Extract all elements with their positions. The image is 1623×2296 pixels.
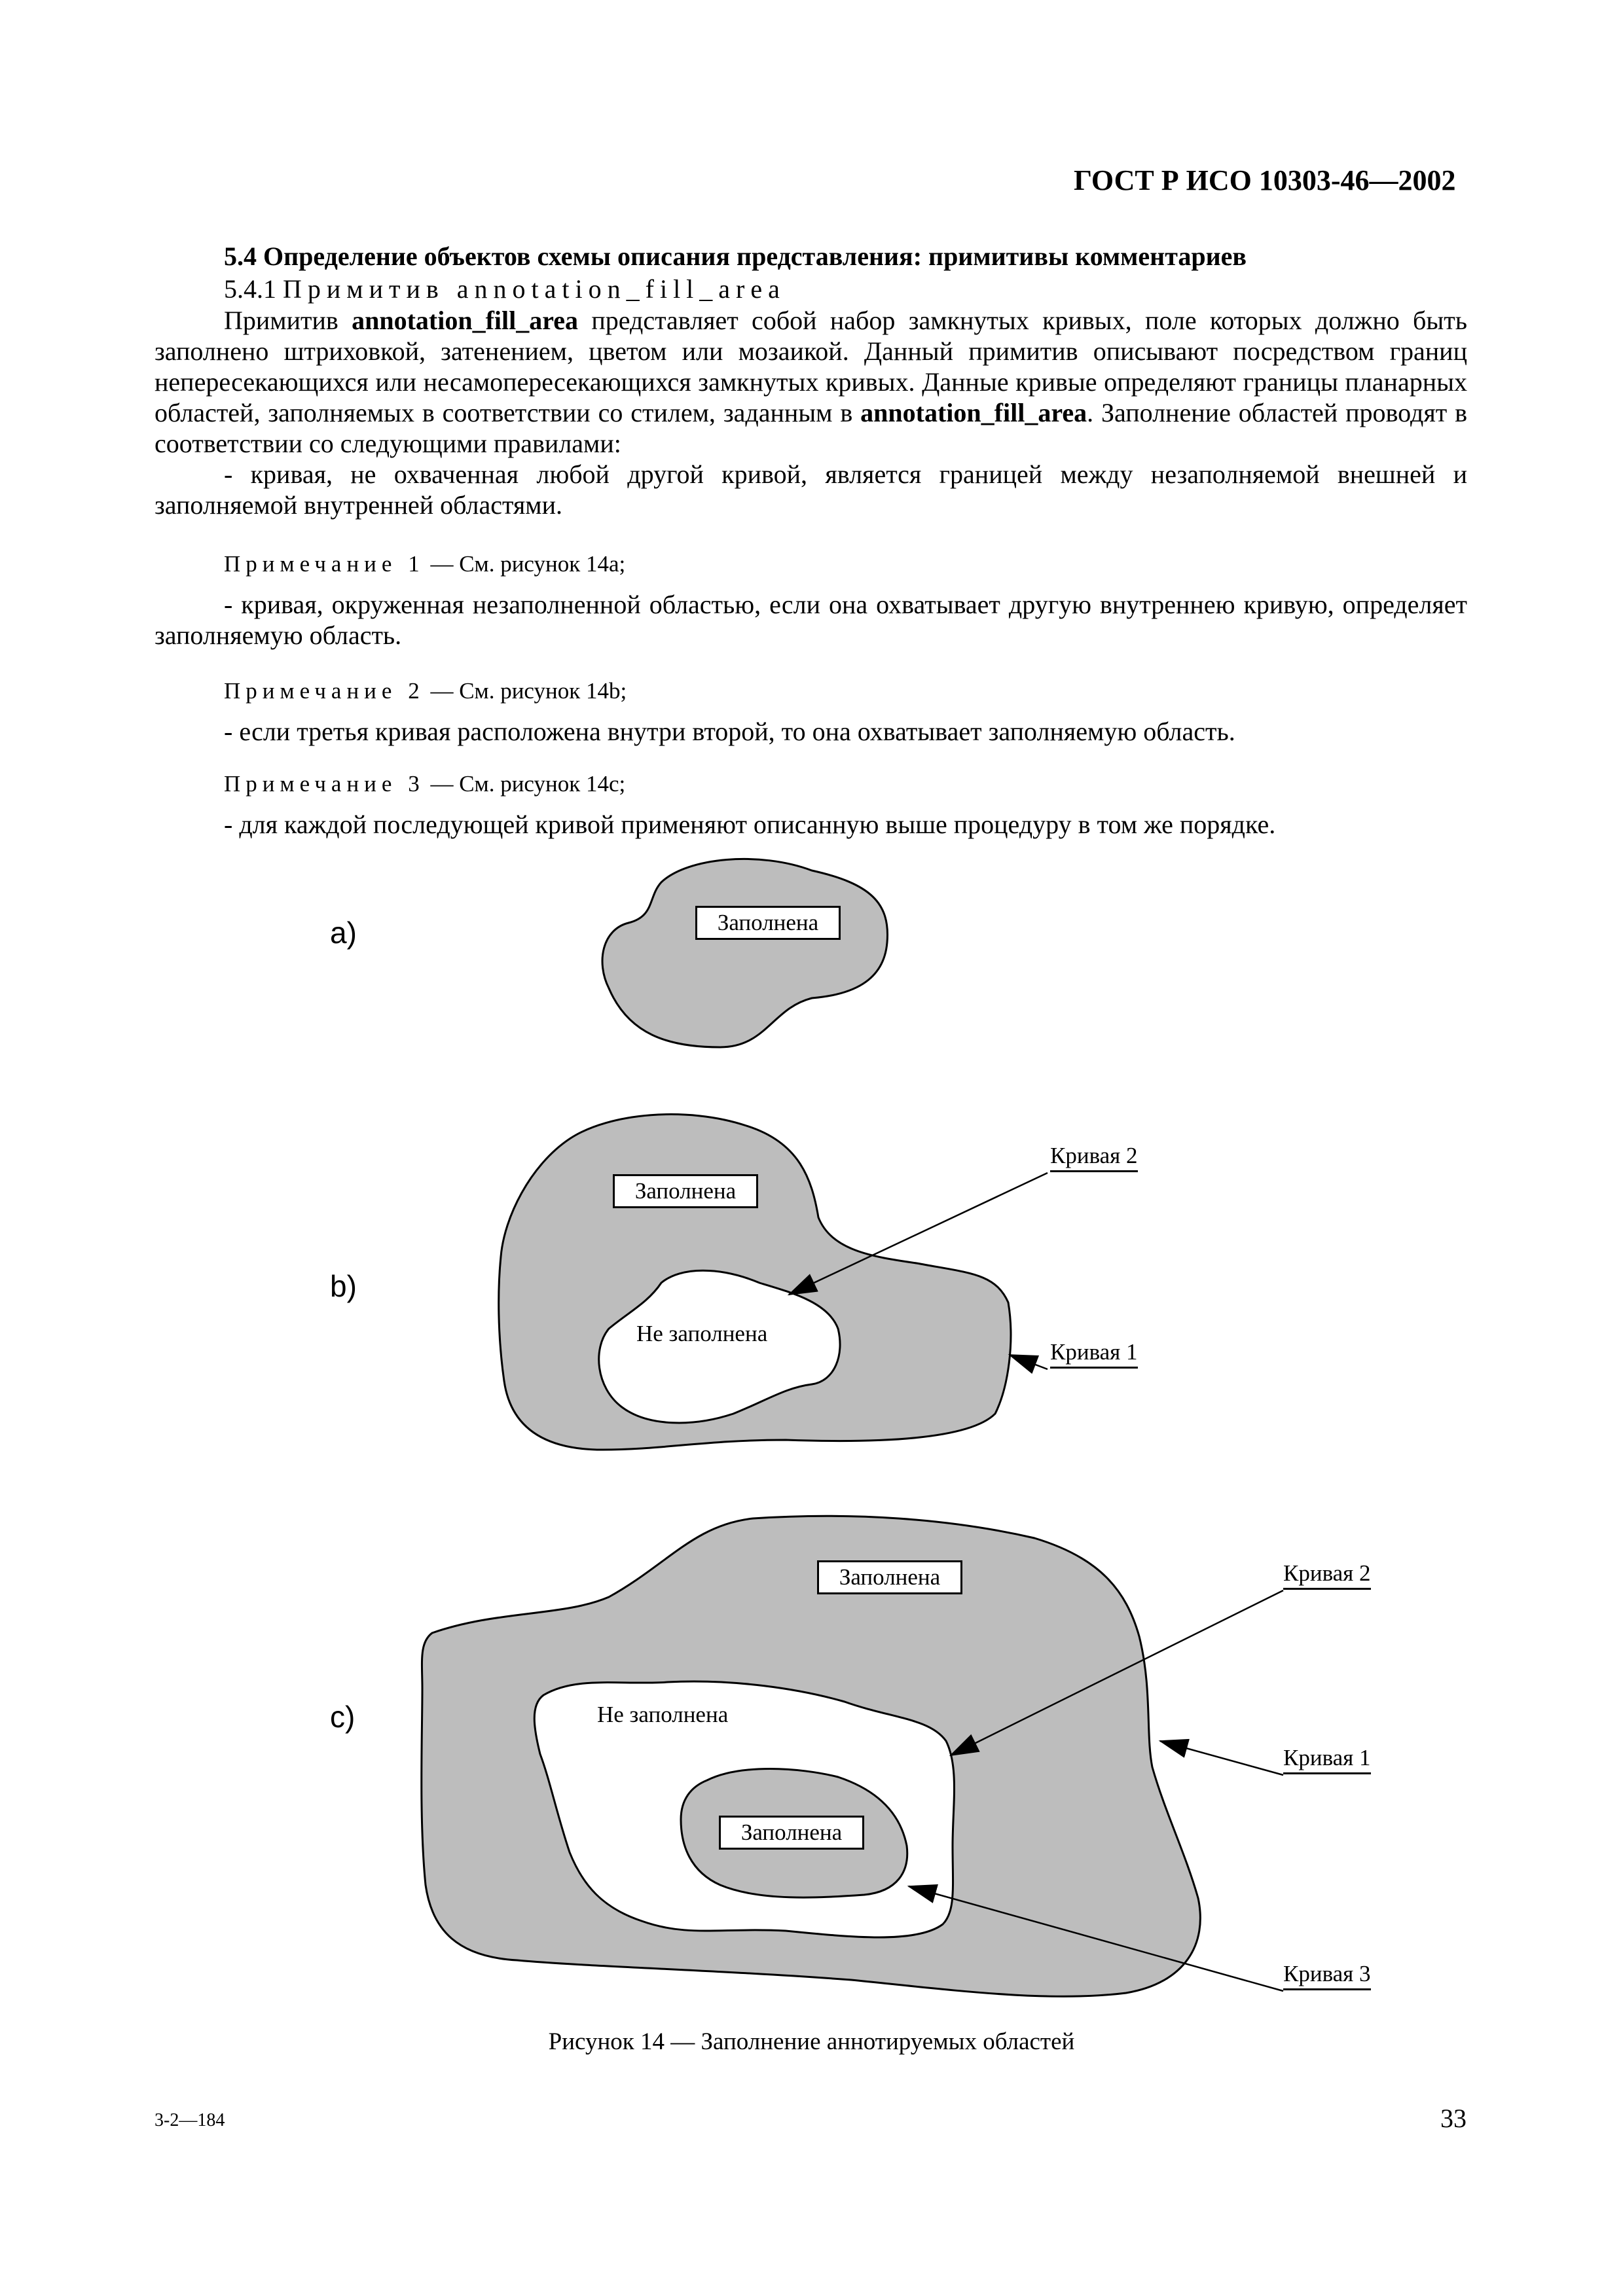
figure-b-filled-tag: Заполнена <box>613 1174 758 1208</box>
note-label: Примечание 3 <box>224 771 425 797</box>
text-run: Примитив <box>224 306 352 335</box>
paragraph-rule-2: - кривая, окруженная незаполненной областью, если она охватывает другую внутреннею кривую, определяет заполняемую область. <box>155 590 1467 650</box>
figure-a-label: a) <box>330 916 357 950</box>
figure-c-curve-2-callout: Кривая 2 <box>1283 1560 1371 1590</box>
figure-c-unfilled-label: Не заполнена <box>597 1702 729 1727</box>
text-run: . Заполнение областей проводят в соответствии со следующими правилами: <box>155 398 1467 458</box>
page-number: 33 <box>1440 2104 1467 2133</box>
figure-c-curve-3-callout: Кривая 3 <box>1283 1961 1371 1990</box>
footer-code: 3-2—184 <box>155 2110 225 2130</box>
figure-caption: Рисунок 14 — Заполнение аннотируемых областей <box>548 2028 1075 2055</box>
figure-b-curve-2-callout: Кривая 2 <box>1050 1143 1138 1172</box>
paragraph-rule-3: - если третья кривая расположена внутри второй, то она охватывает заполняемую область. <box>224 717 1235 746</box>
section-heading: 5.4 Определение объектов схемы описания представления: примитивы комментариев <box>224 242 1247 271</box>
figure-c-inner-filled-tag: Заполнена <box>719 1816 864 1850</box>
figure-c-label: c) <box>330 1700 356 1734</box>
figure-c-outer-filled-tag: Заполнена <box>817 1560 962 1594</box>
figure-c-curve1-leader <box>1160 1741 1283 1775</box>
subsection-number: 5.4.1 <box>224 274 276 304</box>
figure-b-curve-1-callout: Кривая 1 <box>1050 1339 1138 1369</box>
figure-c-curve-1-callout: Кривая 1 <box>1283 1745 1371 1774</box>
note-text: — См. рисунок 14с; <box>424 771 626 797</box>
subsection-title: Примитив annotation_fill_area <box>283 274 786 304</box>
term-annotation-fill-area: annotation_fill_area <box>860 398 1087 427</box>
figure-b-unfilled-label: Не заполнена <box>636 1321 768 1346</box>
paragraph-rule-4: - для каждой последующей кривой применяют описанную выше процедуру в том же порядке. <box>224 810 1276 839</box>
note-text: — См. рисунок 14b; <box>424 678 627 704</box>
figure-b-label: b) <box>330 1269 357 1303</box>
figure-a-filled-tag: Заполнена <box>695 906 841 940</box>
note-label: Примечание 2 <box>224 678 425 704</box>
figure-a-filled-region <box>602 859 888 1047</box>
text-run: представляет собой набор замкнутых кривых, поле которых должно быть заполнено штриховкой, затенением, цветом или мозаикой. Данный примитив описывают посредством границ непересекающихся или несамопересекающихся замкнутых кривых. Данные кривые определяют границы планарных областей, заполняемых в соответствии со стилем, заданным в <box>155 306 1467 427</box>
term-annotation-fill-area: annotation_fill_area <box>352 306 579 335</box>
document-code-header: ГОСТ Р ИСО 10303-46—2002 <box>1074 164 1456 196</box>
figure-b-curve1-leader <box>1010 1355 1048 1369</box>
note-label: Примечание 1 <box>224 551 425 577</box>
note-text: — См. рисунок 14а; <box>424 551 626 577</box>
paragraph-rule-1: - кривая, не охваченная любой другой кривой, является границей между незаполняемой внешней и заполняемой внутренней областями. <box>155 459 1467 520</box>
